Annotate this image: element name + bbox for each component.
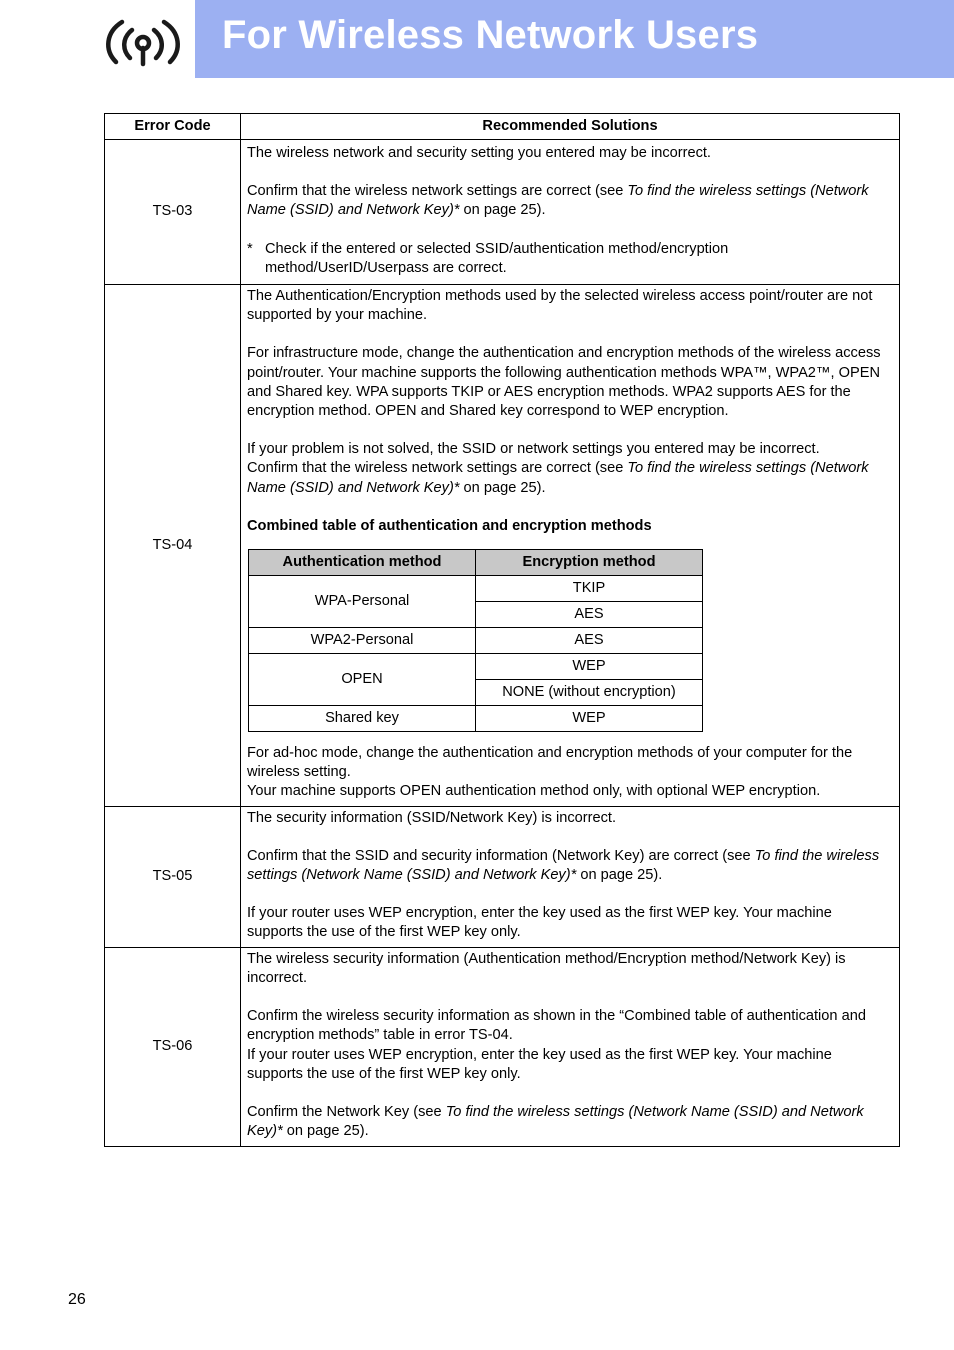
solution-text: Confirm that the wireless network settings are correct (see To find the wireless settings (Network Name (SSID) and Network Key)* on page 25). (247, 460, 869, 496)
cross-reference: To find the wireless settings (Network Name (SSID) and Network Key)* (247, 1104, 864, 1140)
solution-text: Confirm that the SSID and security information (Network Key) are correct (see To find the wireless settings (Network Name (SSID) and Network Key)* on page 25). (247, 847, 880, 884)
solution-text: The wireless network and security setting you entered may be incorrect. (247, 144, 711, 161)
table-row (249, 628, 703, 654)
encryption-method-cell: NONE (without encryption) (476, 680, 703, 706)
solution-text: Confirm the Network Key (see To find the wireless settings (Network Name (SSID) and Network Key)* on page 25). (247, 1104, 864, 1140)
table-header-row (249, 550, 703, 576)
error-code-cell: TS-06 (105, 947, 241, 1146)
column-header-authentication: Authentication method (249, 550, 476, 576)
table-header-row (105, 114, 900, 140)
page-title: For Wireless Network Users (222, 13, 759, 57)
error-code-table (104, 113, 900, 1147)
cross-reference: To find the wireless settings (Network Name (SSID) and Network Key)* (247, 460, 869, 496)
table-row (249, 576, 703, 602)
footnote (247, 240, 891, 278)
solution-text: The wireless security information (Authentication method/Encryption method/Network Key) is incorrect. (247, 950, 846, 987)
cross-reference: To find the wireless settings (Network Name (SSID) and Network Key)* (247, 847, 880, 884)
encryption-method-cell: AES (476, 602, 703, 628)
auth-method-cell: Shared key (249, 706, 476, 732)
solution-text: Confirm the wireless security information as shown in the “Combined table of authentication and encryption methods” table in error TS-04. (247, 1008, 866, 1044)
solution-text: The Authentication/Encryption methods used by the selected wireless access point/router are not supported by your machine. (247, 288, 873, 324)
column-header-recommended-solutions: Recommended Solutions (241, 114, 900, 140)
wireless-signal-icon (102, 10, 188, 68)
solution-text: Confirm that the wireless network settings are correct (see To find the wireless settings (Network Name (SSID) and Network Key)* on page 25). (247, 183, 869, 219)
solution-cell (241, 285, 900, 807)
encryption-method-cell: AES (476, 628, 703, 654)
solution-text: If your router uses WEP encryption, enter the key used as the first WEP key. Your machine supports the use of the first WEP key only. (247, 905, 832, 941)
footnote-mark: * (247, 240, 253, 257)
auth-encryption-table (248, 549, 703, 732)
solution-text: Your machine supports OPEN authentication method only, with optional WEP encryption. (247, 783, 821, 800)
auth-method-cell: WPA2-Personal (249, 628, 476, 654)
error-code-cell: TS-04 (105, 285, 241, 807)
table-row (249, 654, 703, 680)
encryption-method-cell: TKIP (476, 576, 703, 602)
column-header-encryption: Encryption method (476, 550, 703, 576)
table-row (105, 806, 900, 947)
table-row (105, 947, 900, 1146)
solution-text: The security information (SSID/Network Key) is incorrect. (247, 809, 617, 826)
column-header-error-code: Error Code (105, 114, 241, 140)
encryption-method-cell: WEP (476, 654, 703, 680)
encryption-method-cell: WEP (476, 706, 703, 732)
error-code-cell: TS-03 (105, 140, 241, 285)
footnote-text: Check if the entered or selected SSID/authentication method/encryption method/UserID/Userpass are correct. (265, 240, 729, 276)
cross-reference: To find the wireless settings (Network Name (SSID) and Network Key)* (247, 183, 869, 219)
auth-method-cell: OPEN (249, 654, 476, 706)
table-row (105, 285, 900, 807)
solution-cell (241, 947, 900, 1146)
combined-table-title: Combined table of authentication and encryption methods (247, 517, 652, 534)
page-number: 26 (68, 1291, 86, 1308)
table-row (249, 706, 703, 732)
error-code-cell: TS-05 (105, 806, 241, 947)
solution-text: If your problem is not solved, the SSID or network settings you entered may be incorrect. (247, 441, 820, 458)
solution-text: For infrastructure mode, change the authentication and encryption methods of the wireless access point/router. Your machine supports the following authentication methods WPA™, WPA2™, OPEN and Shared key. WPA supports TKIP or AES encryption methods. WPA2 supports AES for the encryption method. OPEN and Shared key correspond to WEP encryption. (247, 345, 881, 420)
solution-cell (241, 140, 900, 285)
solution-cell (241, 806, 900, 947)
auth-method-cell: WPA-Personal (249, 576, 476, 628)
solution-text: If your router uses WEP encryption, enter the key used as the first WEP key. Your machine supports the use of the first WEP key only. (247, 1046, 832, 1082)
table-row (105, 140, 900, 285)
solution-text: For ad-hoc mode, change the authentication and encryption methods of your computer for the wireless setting. (247, 745, 853, 781)
